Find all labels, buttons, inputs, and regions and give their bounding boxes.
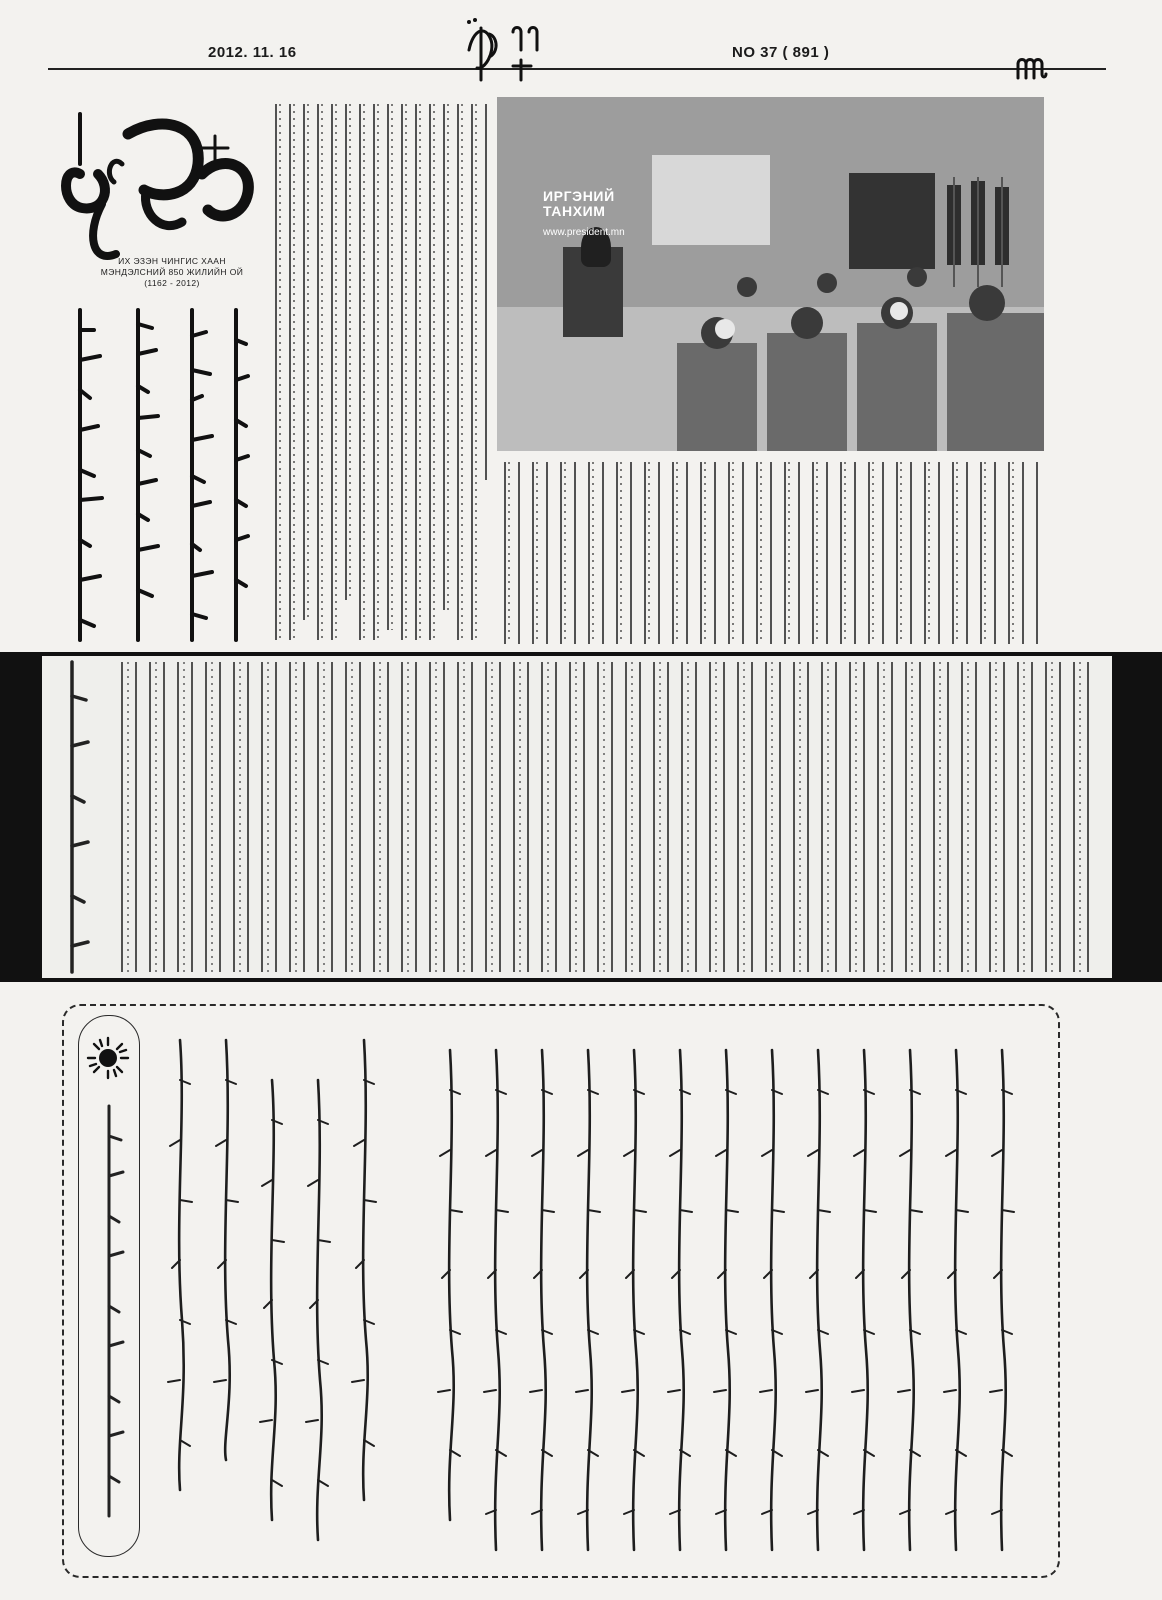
- anniversary-caption: [92, 256, 252, 289]
- article-body-middle-band: [42, 656, 1112, 978]
- anniversary-caption-line2: МЭНДЭЛСНИЙ 850 ЖИЛИЙН ОЙ: [100, 267, 244, 277]
- anniversary-caption-line1: ИХ ЭЗЭН ЧИНГИС ХААН: [118, 256, 226, 266]
- photo-audience: [677, 263, 1044, 451]
- poem-title-box: [78, 1015, 140, 1557]
- issue-date: 2012. 11. 16: [208, 44, 297, 61]
- issue-number: NO 37 ( 891 ): [732, 44, 830, 61]
- photo-watermark-line1: ИРГЭНИЙ: [543, 188, 615, 204]
- article-headline: [60, 300, 250, 650]
- photo-stage-backdrop: [849, 173, 935, 269]
- photo-watermark-url: www.president.mn: [543, 227, 625, 238]
- article-photo: [497, 97, 1044, 451]
- article-body-column-1: [268, 100, 492, 645]
- header-rule: [48, 68, 1106, 70]
- photo-projection-screen: [652, 155, 770, 245]
- newspaper-masthead-icon: [455, 10, 575, 86]
- photo-watermark: [543, 189, 663, 219]
- anniversary-caption-line3: (1162 - 2012): [144, 278, 200, 288]
- article-body-column-2: [497, 458, 1044, 648]
- photo-watermark-line2: ТАНХИМ: [543, 203, 606, 219]
- page-number-glyph-icon: [1014, 54, 1050, 82]
- sun-emblem-icon: [86, 1036, 130, 1080]
- poem-body: [150, 1020, 1045, 1565]
